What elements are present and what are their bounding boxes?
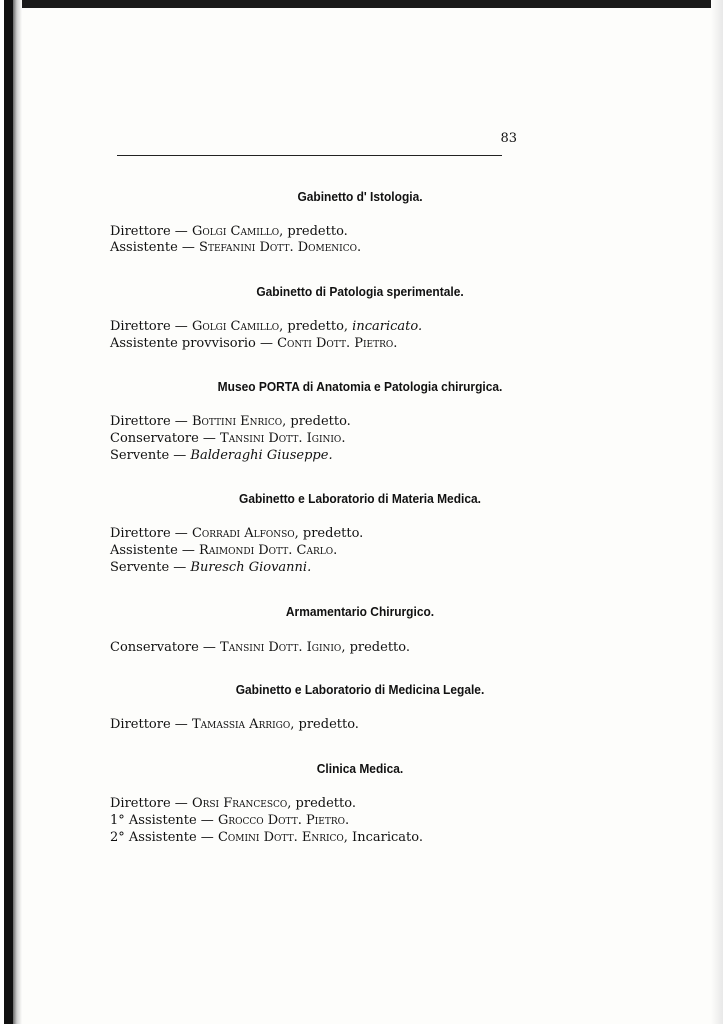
staff-line: Direttore — Tamassia Arrigo, predetto. xyxy=(110,717,359,732)
book-binding-edge xyxy=(0,0,22,1024)
section-heading: Gabinetto d' Istologia. xyxy=(297,189,423,204)
staff-line: Direttore — Golgi Camillo, predetto, incaricato. xyxy=(110,319,423,334)
section-heading: Armamentario Chirurgico. xyxy=(285,604,435,619)
staff-line: Direttore — Orsi Francesco, predetto. xyxy=(110,796,356,811)
staff-line: Direttore — Golgi Camillo, predetto. xyxy=(110,224,348,239)
page-right-edge xyxy=(711,0,723,1024)
staff-line: Conservatore — Tansini Dott. Iginio. xyxy=(110,431,346,446)
staff-line: 1° Assistente — Grocco Dott. Pietro. xyxy=(110,813,350,828)
staff-line: 2° Assistente — Comini Dott. Enrico, Incaricato. xyxy=(110,830,423,845)
header-rule xyxy=(117,155,502,156)
staff-line: Assistente — Raimondi Dott. Carlo. xyxy=(110,543,338,558)
staff-line: Servente — Balderaghi Giuseppe. xyxy=(110,448,333,463)
section-heading: Museo PORTA di Anatomia e Patologia chirurgica. xyxy=(217,379,503,394)
staff-line: Servente — Buresch Giovanni. xyxy=(110,560,312,575)
section-heading: Gabinetto di Patologia sperimentale. xyxy=(256,284,464,299)
section-heading: Gabinetto e Laboratorio di Materia Medica. xyxy=(239,491,481,506)
staff-line: Conservatore — Tansini Dott. Iginio, predetto. xyxy=(110,640,411,655)
staff-line: Direttore — Corradi Alfonso, predetto. xyxy=(110,526,364,541)
section-heading: Clinica Medica. xyxy=(316,761,404,776)
section-heading: Gabinetto e Laboratorio di Medicina Legale. xyxy=(235,682,485,697)
staff-line: Direttore — Bottini Enrico, predetto. xyxy=(110,414,351,429)
staff-line: Assistente — Stefanini Dott. Domenico. xyxy=(110,240,362,255)
scan-top-border xyxy=(0,0,723,8)
staff-line: Assistente provvisorio — Conti Dott. Pietro. xyxy=(110,336,398,351)
page-number: 83 xyxy=(500,131,517,146)
